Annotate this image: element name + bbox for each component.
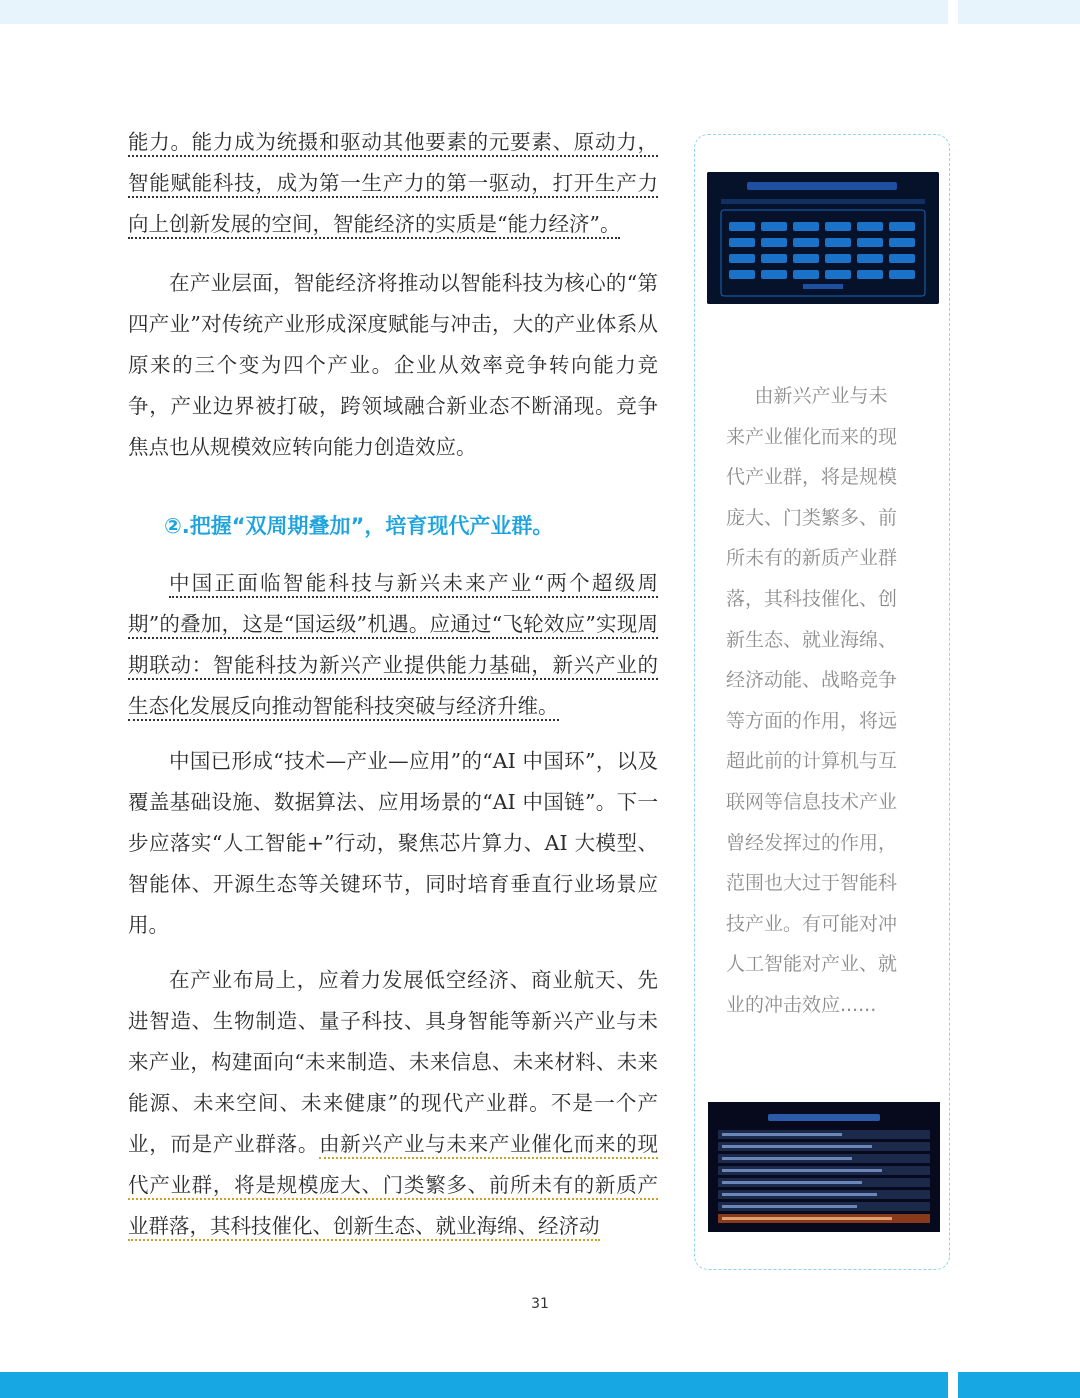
- paragraph-2: 在产业层面，智能经济将推动以智能科技为核心的“第四产业”对传统产业形成深度赋能与冲击，大的产业体系从原来的三个变为四个产业。企业从效率竞争转向能力竞争，产业边界被打破，跨领域融合新业态不断涌现。竞争焦点也从规模效应转向能力创造效应。: [128, 271, 658, 459]
- underlined-text: 能力。能力成为统摄和驱动其他要素的元要素、原动力，智能赋能科技，成为第一生产力的第一驱动，打开生产力向上创新发展的空间，智能经济的实质是“能力经济”。: [128, 130, 658, 239]
- paragraph-5-text: 在产业布局上，应着力发展低空经济、商业航天、先进智造、生物制造、量子科技、具身智能等新兴产业与未来产业，构建面向“未来制造、未来信息、未来材料、未来能源、未来空间、未来健康”的现代产业群。不是一个产业，而是产业群落。: [128, 968, 658, 1156]
- paragraph-5: [128, 960, 658, 1247]
- top-decor-bar-right: [958, 0, 1080, 24]
- top-decor-bar: [0, 0, 948, 24]
- paragraph-3: [128, 563, 658, 727]
- paragraph-1: [128, 122, 658, 245]
- sidebar-quote: 由新兴产业与未来产业催化而来的现代产业群，将是规模庞大、门类繁多、前所未有的新质产业群落，其科技催化、创新生态、就业海绵、经济动能、战略竞争等方面的作用，将远超此前的计算机与互联网等信息技术产业曾经发挥过的作用，范围也大过于智能科技产业。有可能对冲人工智能对产业、就业的冲击效应......: [726, 385, 898, 1016]
- industry-list-image: [708, 1102, 940, 1232]
- industry-chart-image: [707, 172, 939, 304]
- underlined-text: 中国正面临智能科技与新兴未来产业“两个超级周期”的叠加，这是“国运级”机遇。应通过“飞轮效应”实现周期联动：智能科技为新兴产业提供能力基础，新兴产业的生态化发展反向推动智能科技突破与经济升维。: [128, 571, 658, 721]
- main-text-column: [128, 122, 658, 1247]
- section-heading: ②.把握“双周期叠加”，培育现代产业群。: [164, 514, 554, 538]
- paragraph-4: 中国已形成“技术—产业—应用”的“AI 中国环”，以及覆盖基础设施、数据算法、应用场景的“AI 中国链”。下一步应落实“人工智能+”行动，聚焦芯片算力、AI 大模型、智能体、开源生态等关键环节，同时培育垂直行业场景应用。: [128, 749, 658, 937]
- page-number: 31: [531, 1296, 549, 1312]
- bottom-decor-bar-right: [958, 1372, 1080, 1398]
- bottom-decor-bar: [0, 1372, 948, 1398]
- underlined-text-highlight: 由新兴产业与未来产业催化而来的现代产业群，将是规模庞大、门类繁多、前所未有的新质产业群落，其科技催化、创新生态、就业海绵、经济动: [128, 1132, 658, 1241]
